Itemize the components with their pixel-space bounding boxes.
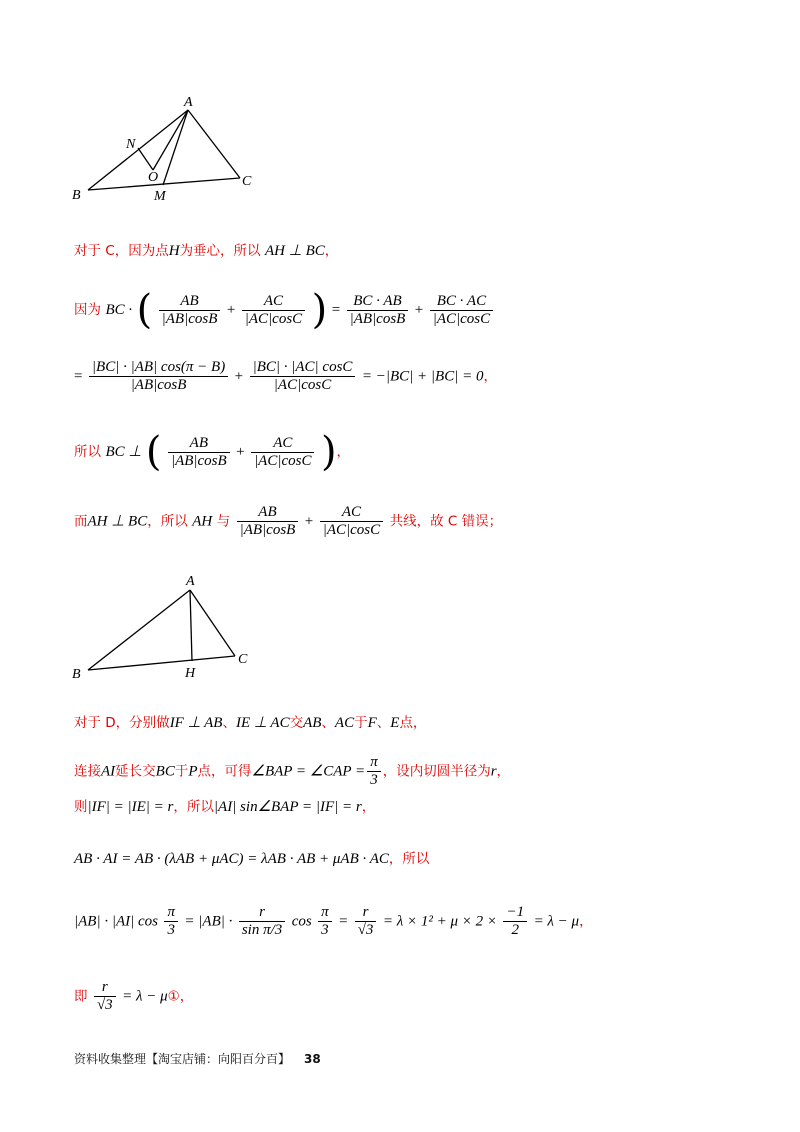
fraction: $\frac{BC \cdot AB}{|AB|\cos B}$ [347, 294, 409, 327]
page-number: 38 [304, 1052, 321, 1066]
fraction: $\frac{AC}{|AC|\cos C}$ [320, 505, 383, 538]
fraction: $\frac{AB}{|AB|\cos B}$ [237, 505, 299, 538]
fraction: $\frac{-1}{2}$ [503, 905, 527, 938]
line-d5: |AB| · |AI| cos $\frac{\pi}{3}$ = |AB| · $\frac{r}{\text{sin π/3}}$ cos $\frac{\pi}{3}$ = $\frac{r}{√3}$ = λ × 1² + μ × 2 × $\frac{-1}{2}$ = λ − μ， [74, 904, 593, 938]
line-c1: 对于 C，因为点H为垂心，所以 AH ⊥ BC， [74, 243, 339, 259]
label-A: A [186, 574, 195, 589]
label-C: C [242, 174, 252, 189]
label-M: M [154, 189, 166, 204]
fraction: $\frac{AC}{|AC|\cos C}$ [251, 436, 314, 469]
label-B: B [72, 188, 81, 203]
label-B: B [72, 667, 81, 682]
fraction: $\frac{\pi}{3}$ [318, 905, 332, 938]
fraction: $\frac{BC \cdot AC}{|AC|\cos C}$ [430, 294, 493, 327]
line-d3: 则|IF| = |IE| = r，所以|AI| sin∠BAP = |IF| = r， [74, 799, 376, 815]
triangle-figure-1 [70, 92, 270, 212]
fraction: $\frac{AB}{|AB|\cos B}$ [159, 294, 221, 327]
label-C: C [238, 652, 248, 667]
line-d6: 即 $\frac{r}{√3}$ = λ − μ①， [74, 979, 194, 1013]
fraction: $\frac{r}{√3}$ [355, 905, 377, 938]
footer-text: 资料收集整理【淘宝店铺：向阳百分百】 [74, 1052, 291, 1066]
fraction: $\frac{|BC| \cdot |AC| \cos C}{|AC|\cos C}$ [250, 360, 356, 393]
line-c3: = $\frac{|BC| \cdot |AB| \cos(\pi - B)}{|AB|\cos B}$ + $\frac{|BC| \cdot |AC| \cos C}{|AC|\cos C}$ = −|BC| + |BC| = 0， [74, 359, 497, 393]
line-d1: 对于 D，分别做IF ⊥ AB、IE ⊥ AC交AB、AC于F、E点， [74, 715, 427, 731]
fraction: $\frac{|BC| \cdot |AB| \cos(\pi - B)}{|AB|\cos B}$ [89, 360, 228, 393]
line-c5: 而AH ⊥ BC，所以 AH 与 $\frac{AB}{|AB|\cos B}$ + $\frac{AC}{|AC|\cos C}$ 共线，故 C 错误； [74, 504, 503, 538]
line-c4: 所以 BC ⊥ ( $\frac{AB}{|AB|\cos B}$ + $\frac{AC}{|AC|\cos C}$ )， [74, 429, 351, 475]
label-N: N [126, 137, 136, 152]
label-H: H [185, 666, 196, 681]
fraction: $\frac{\pi}{3}$ [164, 905, 178, 938]
fraction: $\frac{r}{\text{sin π/3}}$ [239, 905, 285, 938]
fraction: $\frac{AC}{|AC|\cos C}$ [242, 294, 305, 327]
page-footer [74, 1050, 321, 1067]
fraction: $\frac{AB}{|AB|\cos B}$ [168, 436, 230, 469]
label-A: A [184, 95, 193, 110]
line-c2: 因为 BC · ( $\frac{AB}{|AB|\cos B}$ + $\frac{AC}{|AC|\cos C}$ ) = $\frac{BC \cdot AB}{|AB|\cos B}$ + $\frac{BC \cdot AC}{|AC|\cos C}$ [74, 290, 495, 330]
fraction: $\frac{r}{√3}$ [94, 980, 116, 1013]
triangle-figure-2 [70, 570, 270, 685]
line-d2: 连接AI延长交BC于P点，可得∠BAP = ∠CAP = $\frac{\pi}{3}$ ，设内切圆半径为r， [74, 754, 511, 788]
label-O: O [148, 170, 159, 185]
line-d4: AB · AI = AB · (λAB + μAC) = λAB · AB + μAB · AC，所以 [74, 851, 430, 867]
fraction: $\frac{\pi}{3}$ [367, 755, 381, 788]
